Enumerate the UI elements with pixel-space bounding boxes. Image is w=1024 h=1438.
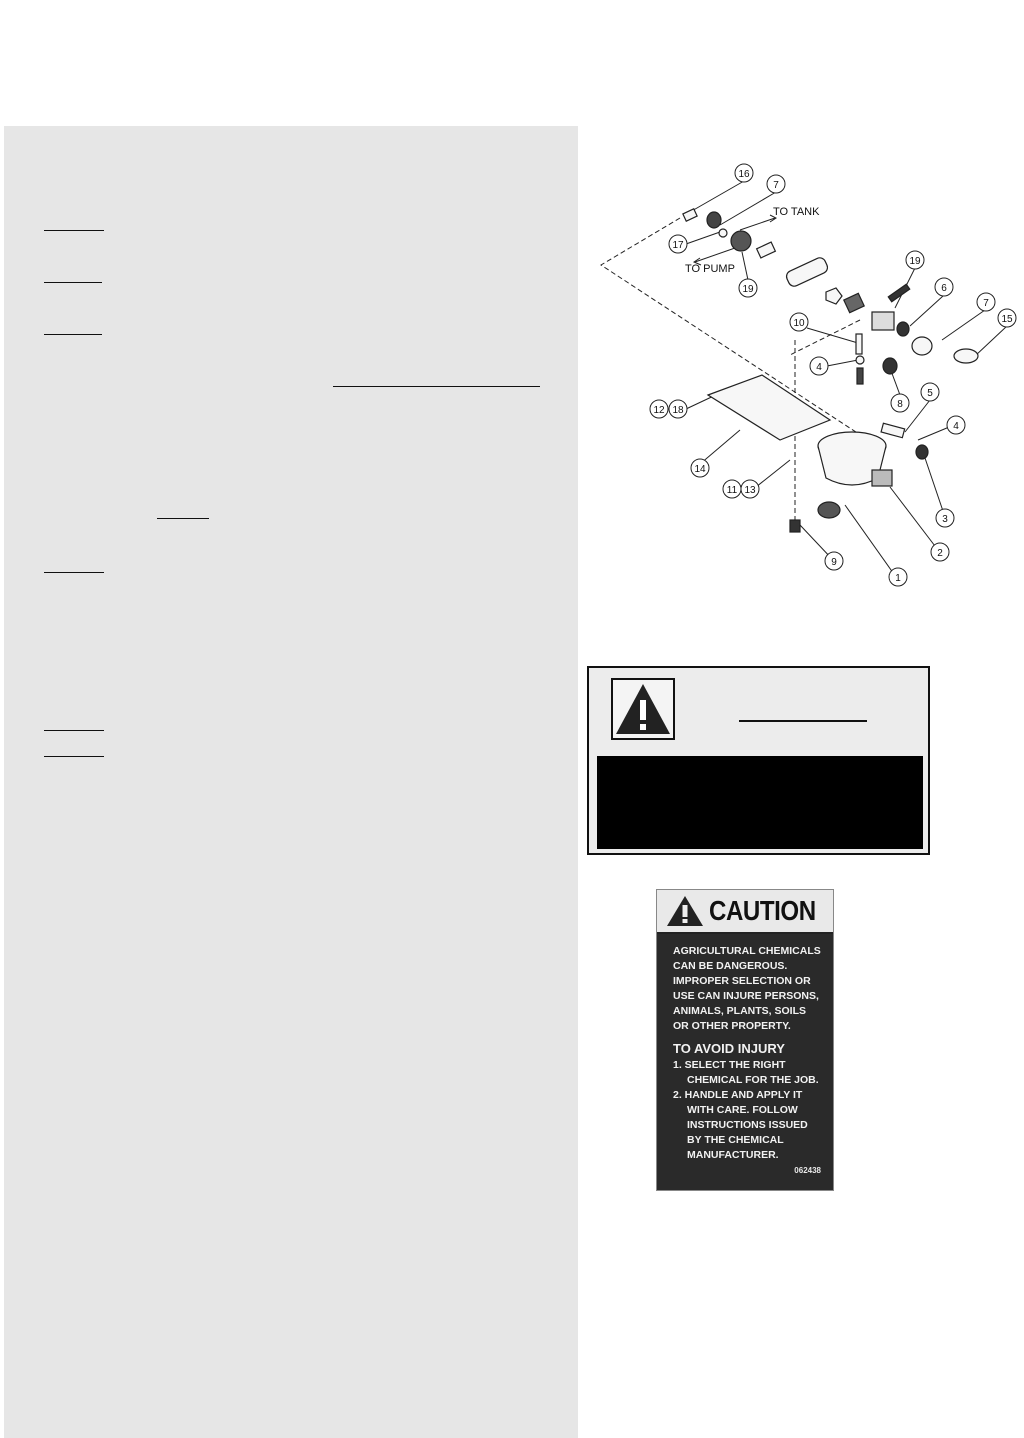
part-fitting-upper [844, 293, 864, 312]
callout-4-lower: 4 [953, 421, 959, 432]
caution-body [673, 944, 833, 1163]
caution-subheading: TO AVOID INJURY [673, 1041, 785, 1056]
callout-18: 18 [672, 405, 684, 416]
callout-14: 14 [694, 464, 706, 475]
warning-box [587, 666, 930, 855]
callout-5: 5 [927, 388, 933, 399]
callout-13: 13 [744, 485, 756, 496]
part-5-sleeve [881, 423, 905, 437]
callout-15: 15 [1001, 314, 1013, 325]
caution-line: AGRICULTURAL CHEMICALS [673, 945, 821, 957]
heading-underline-5 [44, 730, 104, 731]
part-bolt [857, 368, 863, 384]
part-4-nut-lower [916, 445, 928, 459]
caution-line: USE CAN INJURE PERSONS, [673, 990, 819, 1002]
callout-11: 11 [726, 485, 738, 496]
part-7-clamp-lower [912, 337, 932, 355]
callout-10: 10 [793, 318, 805, 329]
callout-1: 1 [895, 573, 901, 584]
part-4-washer-upper [856, 356, 864, 364]
part-10-rod [856, 334, 862, 354]
caution-step: 2. HANDLE AND APPLY IT [673, 1089, 803, 1101]
warning-triangle-icon [611, 678, 675, 740]
to-pump-label: TO PUMP [685, 263, 735, 275]
callout-19-upper: 19 [909, 256, 921, 267]
heading-underline-2 [44, 282, 102, 283]
part-hose-barb [757, 242, 776, 258]
callout-16: 16 [738, 169, 750, 180]
caution-decal [656, 889, 834, 1191]
caution-line: CAN BE DANGEROUS. [673, 960, 788, 972]
heading-underline-3 [44, 334, 102, 335]
callout-17: 17 [672, 240, 684, 251]
to-tank-label: TO TANK [773, 206, 820, 218]
heading-underline-1 [44, 230, 104, 231]
callout-19-lower: 19 [742, 284, 754, 295]
part-14-bracket [708, 375, 830, 440]
part-16-fitting [683, 209, 697, 221]
caution-step: WITH CARE. FOLLOW [687, 1104, 798, 1116]
callout-4-upper: 4 [816, 362, 822, 373]
caution-step: MANUFACTURER. [687, 1149, 779, 1161]
caution-triangle-icon [665, 894, 705, 928]
part-2-valve [872, 470, 892, 486]
parts-diagram [588, 150, 1018, 610]
caution-header [657, 890, 833, 934]
callout-7-upper: 7 [773, 180, 779, 191]
decal-part-number: 062438 [794, 1166, 821, 1175]
caution-step: INSTRUCTIONS ISSUED [687, 1119, 808, 1131]
part-19-valve [872, 312, 894, 330]
part-1-meter [818, 502, 840, 518]
callout-3: 3 [942, 514, 948, 525]
part-9-fitting [790, 520, 800, 532]
emphasis-underline [333, 386, 540, 387]
part-8-fitting [883, 358, 897, 374]
callout-7-lower: 7 [983, 298, 989, 309]
callout-6: 6 [941, 283, 947, 294]
part-17-oring [719, 229, 727, 237]
warning-message-bar [597, 756, 923, 849]
caution-line: ANIMALS, PLANTS, SOILS [673, 1005, 807, 1017]
part-hose [785, 256, 830, 288]
callout-9: 9 [831, 557, 837, 568]
caution-step: BY THE CHEMICAL [687, 1134, 784, 1146]
callout-12: 12 [653, 405, 665, 416]
caution-line: IMPROPER SELECTION OR [673, 975, 811, 987]
heading-underline-4 [44, 572, 104, 573]
heading-underline-6 [44, 756, 104, 757]
caution-step: CHEMICAL FOR THE JOB. [687, 1074, 819, 1086]
part-7-clamp-upper [707, 212, 721, 228]
word-underline [157, 518, 209, 519]
callout-2: 2 [937, 548, 943, 559]
warning-title-underline [739, 720, 867, 722]
caution-step: 1. SELECT THE RIGHT [673, 1059, 786, 1071]
part-15-cap [954, 349, 978, 363]
caution-title: CAUTION [709, 895, 816, 926]
part-19-tee [731, 231, 751, 251]
caution-line: OR OTHER PROPERTY. [673, 1020, 791, 1032]
part-6-adapter [897, 322, 909, 336]
text-panel [4, 126, 578, 1438]
callout-8: 8 [897, 399, 903, 410]
part-nut [826, 288, 842, 304]
